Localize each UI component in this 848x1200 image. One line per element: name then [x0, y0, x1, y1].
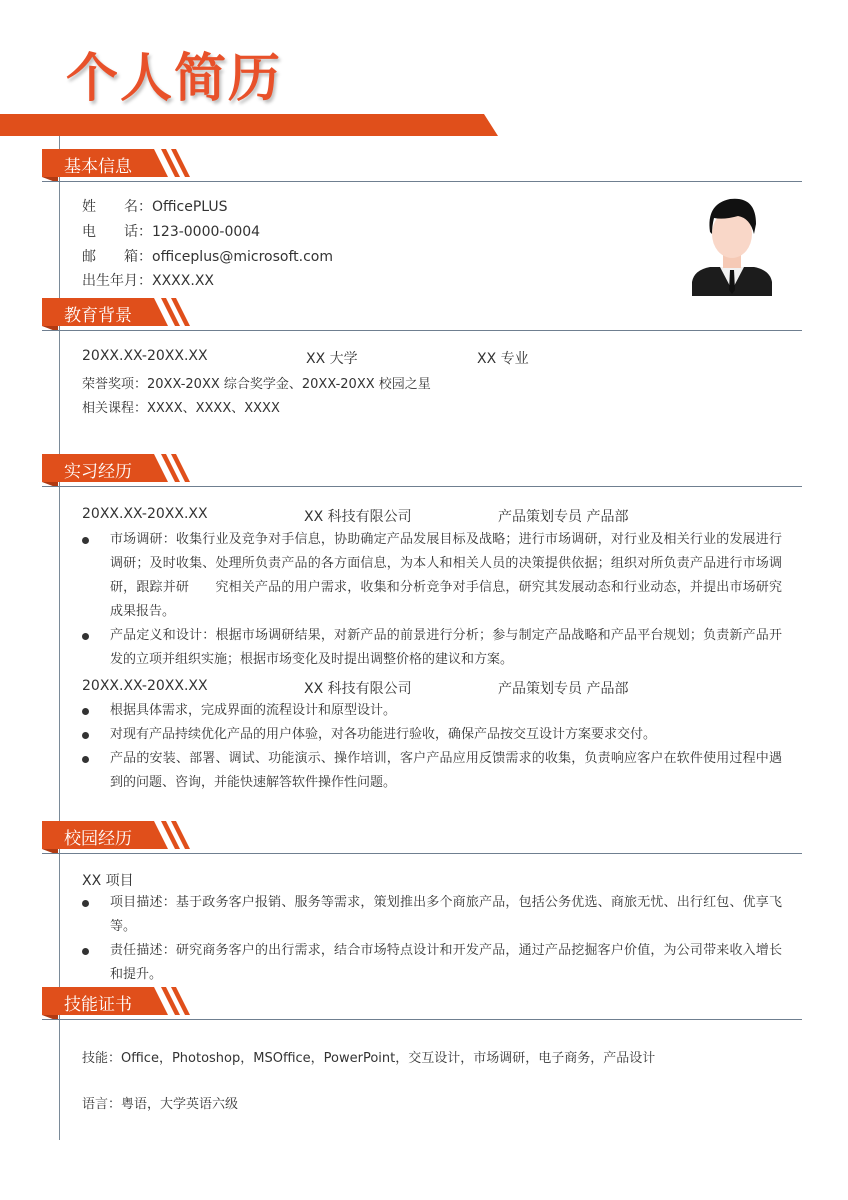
phone-value: 123-0000-0004 [152, 224, 261, 240]
job1-bullet-1: 市场调研：收集行业及竞争对手信息，协助确定产品发展目标及战略；进行市场调研，对行业及相关行业的发展进行调研；及时收集、处理所负责产品的各方面信息，为本人和相关人员的决策提供依据；组织对所负责产品进行市场调研，跟踪并研 究相关产品的用户需求，收集和分析竞争对手信息，研究其发展动态和行业动态，并提出市场研究成果报告。 [110, 532, 782, 619]
email-value: officeplus@microsoft.com [152, 249, 333, 265]
section-title: 技能证书 [64, 995, 132, 1015]
job2-role: 产品策划专员 产品部 [498, 681, 629, 697]
bullet-dot [82, 948, 89, 955]
skills-line: 技能：Office，Photoshop，MSOffice，PowerPoint，交互设计，市场调研，电子商务，产品设计 [82, 1051, 656, 1066]
section-divider [42, 181, 802, 182]
section-divider [42, 1019, 802, 1020]
section-divider [42, 330, 802, 331]
edu-period: 20XX.XX-20XX.XX [82, 348, 208, 364]
job1-role: 产品策划专员 产品部 [498, 509, 629, 525]
name-row [82, 196, 228, 216]
name-value: OfficePLUS [152, 199, 228, 215]
section-title: 校园经历 [64, 829, 132, 849]
bullet-dot [82, 537, 89, 544]
language-line: 语言：粤语，大学英语六级 [82, 1097, 239, 1112]
section-skills [42, 984, 802, 1020]
section-internship [42, 451, 802, 487]
resume-title: 个人简历 [66, 49, 283, 109]
section-title: 基本信息 [64, 157, 132, 177]
bullet-dot [82, 756, 89, 763]
phone-row [82, 221, 260, 241]
bullet-dot [82, 633, 89, 640]
male-avatar-icon [690, 190, 774, 296]
name-label: 姓 名： [82, 199, 152, 215]
edu-school: XX 大学 [306, 351, 358, 367]
phone-label: 电 话： [82, 224, 152, 240]
job1-bullet-2: 产品定义和设计：根据市场调研结果，对新产品的前景进行分析；参与制定产品战略和产品平台规划；负责新产品开发的立项并组织实施；根据市场变化及时提出调整价格的建议和方案。 [110, 628, 782, 667]
email-label: 邮 箱： [82, 249, 152, 265]
section-education [42, 295, 802, 331]
birth-label: 出生年月： [82, 273, 152, 289]
job2-period: 20XX.XX-20XX.XX [82, 678, 208, 694]
campus-bullet-1: 项目描述：基于政务客户报销、服务等需求，策划推出多个商旅产品，包括公务优选、商旅无忧、出行红包、优享飞等。 [110, 895, 782, 934]
section-campus [42, 818, 802, 854]
email-row [82, 246, 333, 266]
birth-value: XXXX.XX [152, 273, 214, 289]
job1-company: XX 科技有限公司 [304, 509, 412, 525]
bullet-dot [82, 900, 89, 907]
campus-bullet-2: 责任描述：研究商务客户的出行需求，结合市场特点设计和开发产品，通过产品挖掘客户价值，为公司带来收入增长和提升。 [110, 943, 782, 982]
section-basic-info [42, 146, 802, 182]
section-divider [42, 486, 802, 487]
job2-bullet-3: 产品的安装、部署、调试、功能演示、操作培训，客户产品应用反馈需求的收集，负责响应客户在软件使用过程中遇到的问题、咨询，并能快速解答软件操作性问题。 [110, 751, 782, 790]
edu-courses: 相关课程：XXXX、XXXX、XXXX [82, 401, 280, 416]
bullet-dot [82, 732, 89, 739]
edu-awards: 荣誉奖项：20XX-20XX 综合奖学金、20XX-20XX 校园之星 [82, 377, 431, 392]
title-bar [0, 114, 498, 136]
section-divider [42, 853, 802, 854]
job1-period: 20XX.XX-20XX.XX [82, 506, 208, 522]
section-title: 实习经历 [64, 462, 132, 482]
campus-project: XX 项目 [82, 873, 134, 889]
section-title: 教育背景 [64, 306, 132, 326]
job2-company: XX 科技有限公司 [304, 681, 412, 697]
job2-bullet-2: 对现有产品持续优化产品的用户体验，对各功能进行验收，确保产品按交互设计方案要求交付。 [110, 727, 657, 742]
job2-bullet-1: 根据具体需求，完成界面的流程设计和原型设计。 [110, 703, 397, 718]
edu-major: XX 专业 [477, 351, 529, 367]
birth-row [82, 270, 214, 290]
bullet-dot [82, 708, 89, 715]
